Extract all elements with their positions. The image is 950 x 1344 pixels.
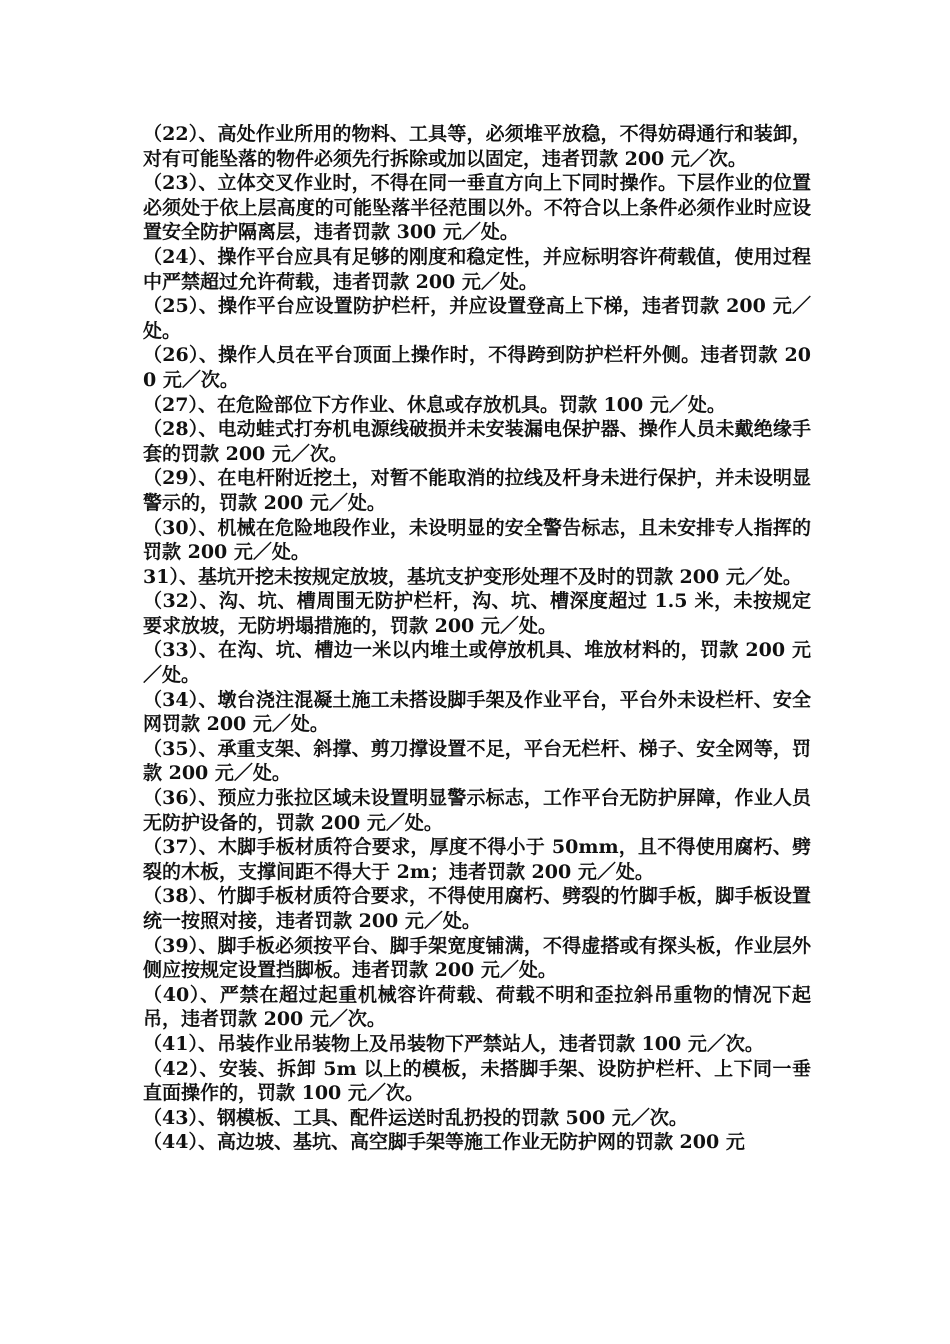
clause-27: （27）、在危险部位下方作业、休息或存放机具。罚款 100 元／处。 — [143, 393, 726, 416]
clause-39: （39）、脚手板必须按平台、脚手架宽度铺满，不得虚搭或有探头板，作业层外侧应按规定设置挡脚板。违者罚款 200 元／处。 — [143, 934, 811, 982]
clause-24: （24）、操作平台应具有足够的刚度和稳定性，并应标明容许荷载值，使用过程中严禁超过允许荷载，违者罚款 200 元／处。 — [143, 245, 811, 293]
clause-26: （26）、操作人员在平台顶面上操作时，不得跨到防护栏杆外侧。违者罚款 200 元／次。 — [143, 344, 811, 391]
clause-22: （22）、高处作业所用的物料、工具等，必须堆平放稳，不得妨碍通行和装卸，对有可能坠落的物件必须先行拆除或加以固定，违者罚款 200 元／次。 — [143, 123, 811, 170]
clause-41: （41）、吊装作业吊装物上及吊装物下严禁站人，违者罚款 100 元／次。 — [143, 1032, 764, 1055]
clause-44: （44）、高边坡、基坑、高空脚手架等施工作业无防护网的罚款 200 元 — [143, 1131, 745, 1154]
clause-28: （28）、电动蛙式打夯机电源线破损并未安装漏电保护器、操作人员未戴绝缘手套的罚款 200 元／次。 — [143, 418, 811, 465]
clause-23: （23）、立体交叉作业时，不得在同一垂直方向上下同时操作。下层作业的位置必须处于依上层高度的可能坠落半径范围以外。不符合以上条件必须作业时应设置安全防护隔离层，违者罚款 300 元／处。 — [143, 172, 811, 244]
clause-35: （35）、承重支架、斜撑、剪刀撑设置不足，平台无栏杆、梯子、安全网等，罚款 200 元／处。 — [143, 737, 811, 785]
clause-38: （38）、竹脚手板材质符合要求，不得使用腐朽、劈裂的竹脚手板，脚手板设置统一按照对接，违者罚款 200 元／处。 — [143, 885, 811, 932]
clause-33: （33）、在沟、坑、槽边一米以内堆土或停放机具、堆放材料的，罚款 200 元／处。 — [143, 639, 811, 687]
clause-42: （42）、安装、拆卸 5m 以上的模板，未搭脚手架、设防护栏杆、上下同一垂直面操作的，罚款 100 元／次。 — [143, 1057, 811, 1105]
clause-34: （34）、墩台浇注混凝土施工未搭设脚手架及作业平台，平台外未设栏杆、安全网罚款 200 元／处。 — [143, 688, 811, 736]
clause-40: （40）、严禁在超过起重机械容许荷载、荷载不明和歪拉斜吊重物的情况下起吊，违者罚款 200 元／次。 — [143, 983, 811, 1031]
clause-30: （30）、机械在危险地段作业，未设明显的安全警告标志，且未安排专人指挥的罚款 200 元／处。 — [143, 516, 811, 564]
clause-32: （32）、沟、坑、槽周围无防护栏杆，沟、坑、槽深度超过 1.5 米，未按规定要求放坡，无防坍塌措施的，罚款 200 元／处。 — [143, 590, 811, 637]
clause-29: （29）、在电杆附近挖土，对暂不能取消的拉线及杆身未进行保护，并未设明显警示的，罚款 200 元／处。 — [143, 467, 811, 514]
clause-31: 31）、基坑开挖未按规定放坡，基坑支护变形处理不及时的罚款 200 元／处。 — [143, 565, 802, 588]
document-body — [143, 122, 811, 1155]
clause-37: （37）、木脚手板材质符合要求，厚度不得小于 50mm，且不得使用腐朽、劈裂的木板，支撑间距不得大于 2m；违者罚款 200 元／处。 — [143, 836, 811, 883]
clause-25: （25）、操作平台应设置防护栏杆，并应设置登高上下梯，违者罚款 200 元／处。 — [143, 295, 811, 342]
clause-36: （36）、预应力张拉区域未设置明显警示标志，工作平台无防护屏障，作业人员无防护设备的，罚款 200 元／处。 — [143, 787, 811, 834]
clause-43: （43）、钢模板、工具、配件运送时乱扔投的罚款 500 元／次。 — [143, 1106, 688, 1129]
